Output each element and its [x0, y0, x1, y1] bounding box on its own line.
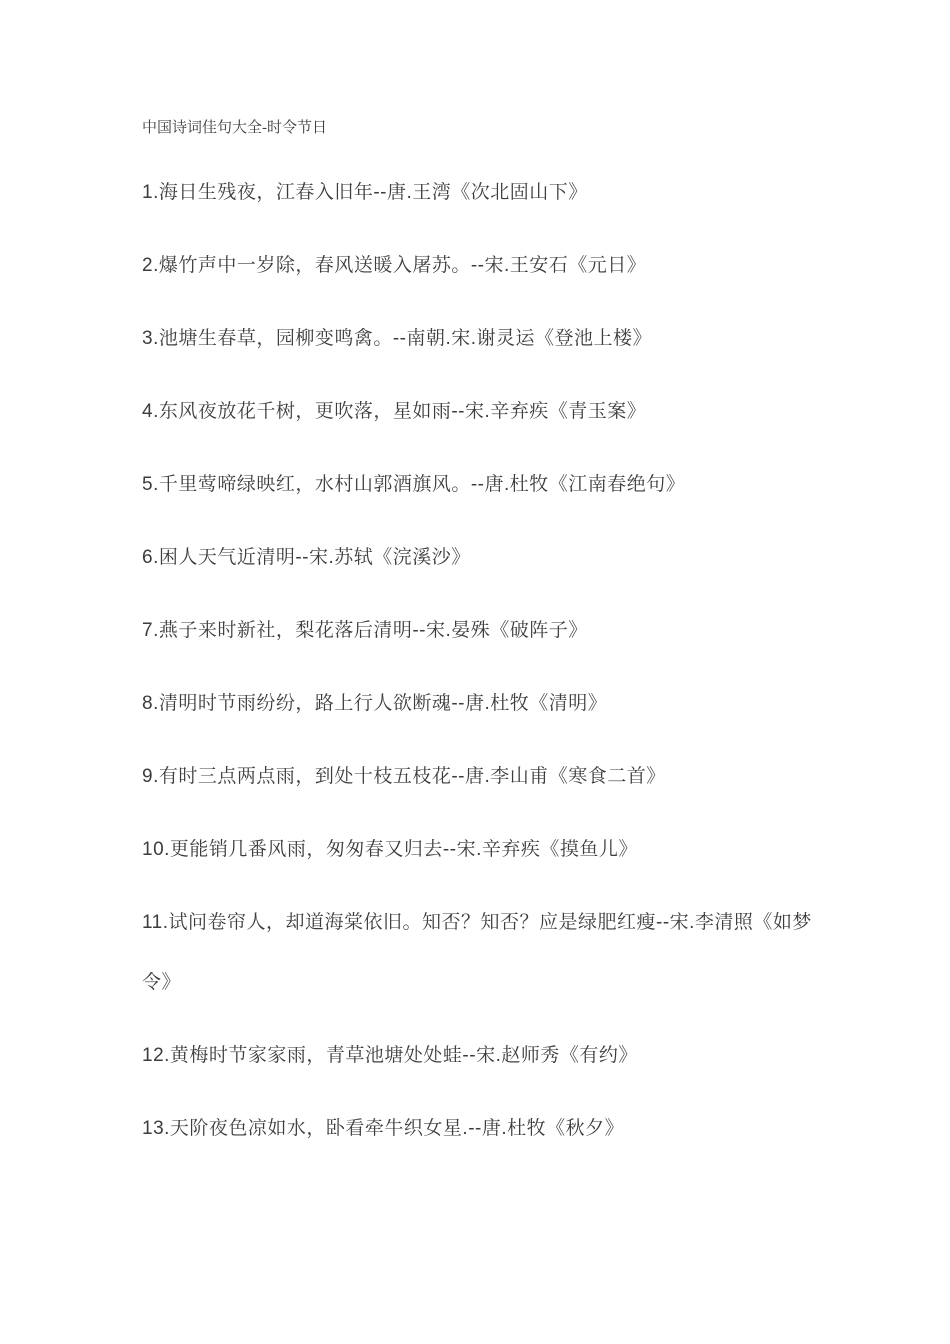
- document-title: 中国诗词佳句大全-时令节日: [142, 120, 327, 136]
- poem-line: 12.黄梅时节家家雨，青草池塘处处蛙--宋.赵师秀《有约》: [142, 1045, 638, 1066]
- poem-line: 13.天阶夜色凉如水，卧看牵牛织女星.--唐.杜牧《秋夕》: [142, 1118, 625, 1139]
- poem-line: 9.有时三点两点雨，到处十枝五枝花--唐.李山甫《寒食二首》: [142, 766, 666, 787]
- poem-line: 6.困人天气近清明--宋.苏轼《浣溪沙》: [142, 547, 471, 568]
- poem-line: 1.海日生残夜，江春入旧年--唐.王湾《次北固山下》: [142, 182, 588, 203]
- poem-line: 2.爆竹声中一岁除，春风送暖入屠苏。--宋.王安石《元日》: [142, 255, 647, 276]
- poem-line: 10.更能销几番风雨，匆匆春又归去--宋.辛弃疾《摸鱼儿》: [142, 839, 638, 860]
- poem-line: 11.试问卷帘人，却道海棠依旧。知否？知否？应是绿肥红瘦--宋.李清照《如梦令》: [142, 912, 812, 993]
- poem-line: 8.清明时节雨纷纷，路上行人欲断魂--唐.杜牧《清明》: [142, 693, 608, 714]
- poem-line: 7.燕子来时新社，梨花落后清明--宋.晏殊《破阵子》: [142, 620, 588, 641]
- poem-line: 4.东风夜放花千树，更吹落，星如雨--宋.辛弃疾《青玉案》: [142, 401, 647, 422]
- poem-line: 5.千里莺啼绿映红，水村山郭酒旗风。--唐.杜牧《江南春绝句》: [142, 474, 686, 495]
- poem-line: 3.池塘生春草，园柳变鸣禽。--南朝.宋.谢灵运《登池上楼》: [142, 328, 653, 349]
- poem-list: [142, 163, 820, 1159]
